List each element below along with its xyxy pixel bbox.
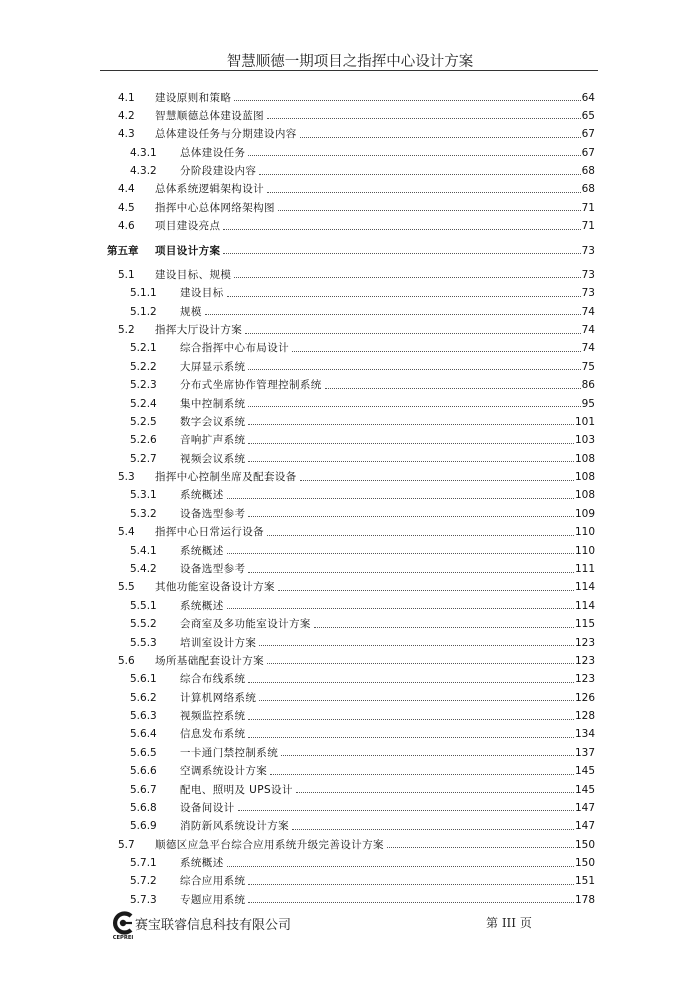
toc-entry[interactable] — [118, 648, 595, 666]
toc-entry-page: 74 — [581, 324, 595, 337]
toc-entry-title: 消防新风系统设计方案 — [180, 820, 289, 833]
toc-dot-leader — [248, 737, 574, 738]
toc-entry-number: 4.5 — [118, 201, 135, 214]
toc-entry-number: 5.1 — [118, 268, 135, 281]
toc-entry-number: 5.3 — [118, 471, 135, 484]
toc-entry-page: 123 — [574, 673, 595, 686]
toc-entry[interactable] — [130, 795, 595, 813]
toc-entry[interactable] — [118, 262, 595, 280]
toc-entry-number: 4.3.2 — [130, 165, 157, 178]
toc-entry-page: 101 — [574, 415, 595, 428]
toc-dot-leader — [387, 847, 574, 848]
toc-entry-number: 5.6.1 — [130, 673, 157, 686]
toc-entry-page: 147 — [574, 801, 595, 814]
toc-entry-title: 空调系统设计方案 — [180, 765, 268, 778]
toc-entry-page: 74 — [581, 305, 595, 318]
toc-entry-title: 建设目标 — [180, 287, 224, 300]
toc-entry-title: 配电、照明及 UPS设计 — [180, 783, 293, 796]
toc-entry-title: 综合应用系统 — [180, 875, 246, 888]
toc-entry-number: 5.5.2 — [130, 618, 157, 631]
toc-entry-title: 培训室设计方案 — [180, 636, 257, 649]
toc-entry-page: 86 — [581, 379, 595, 392]
toc-entry[interactable] — [130, 740, 595, 758]
toc-dot-leader — [248, 406, 580, 407]
toc-entry-page: 114 — [574, 599, 595, 612]
toc-entry-page: 111 — [574, 563, 595, 575]
toc-entry-title: 计算机网络系统 — [180, 691, 257, 704]
toc-dot-leader — [292, 829, 574, 830]
toc-entry-title: 其他功能室设备设计方案 — [155, 581, 275, 594]
toc-entry-number: 5.6.7 — [130, 783, 157, 796]
toc-dot-leader — [259, 645, 574, 646]
toc-entry[interactable] — [130, 373, 595, 391]
toc-entry-page: 150 — [574, 838, 595, 851]
toc-entry-page: 67 — [581, 128, 595, 141]
toc-dot-leader — [325, 388, 581, 389]
toc-entry-title: 建设目标、规模 — [155, 268, 232, 281]
toc-dot-leader — [227, 553, 574, 554]
toc-entry-number: 5.6.6 — [130, 765, 157, 778]
toc-dot-leader — [248, 719, 574, 720]
toc-entry-number: 5.5.1 — [130, 599, 157, 612]
toc-entry-page: 71 — [581, 201, 595, 214]
toc-entry-page: 145 — [574, 765, 595, 778]
toc-entry-title: 一卡通门禁控制系统 — [180, 746, 279, 759]
toc-entry-number: 5.1.2 — [130, 305, 157, 318]
toc-entry-page: 68 — [581, 165, 595, 178]
toc-entry[interactable] — [118, 122, 595, 140]
toc-entry[interactable] — [118, 318, 595, 336]
toc-entry-number: 5.7.1 — [130, 857, 157, 870]
toc-dot-leader — [267, 663, 574, 664]
toc-entry-number: 5.6.3 — [130, 710, 157, 723]
toc-entry-page: 108 — [574, 471, 595, 484]
toc-entry-title: 设备选型参考 — [180, 507, 246, 520]
toc-entry-title: 项目建设亮点 — [155, 220, 221, 233]
toc-entry-title: 指挥中心日常运行设备 — [155, 526, 264, 539]
toc-entry[interactable] — [130, 887, 595, 905]
toc-entry[interactable] — [130, 483, 595, 501]
toc-entry-title: 视频监控系统 — [180, 710, 246, 723]
toc-entry-number: 5.6.2 — [130, 691, 157, 704]
toc-entry[interactable] — [130, 759, 595, 777]
toc-entry-page: 75 — [581, 360, 595, 373]
toc-entry-title: 指挥中心总体网络架构图 — [155, 201, 275, 214]
toc-entry-number: 5.6.8 — [130, 801, 157, 814]
toc-entry-title: 总体系统逻辑架构设计 — [155, 183, 264, 196]
toc-dot-leader — [267, 535, 574, 536]
toc-entry[interactable] — [130, 140, 595, 158]
toc-entry-number: 5.4.1 — [130, 544, 157, 557]
toc-entry[interactable] — [130, 538, 595, 556]
toc-entry-title: 系统概述 — [180, 857, 224, 870]
toc-entry[interactable] — [130, 391, 595, 409]
toc-entry-page: 73 — [581, 244, 595, 257]
toc-entry-title: 系统概述 — [180, 599, 224, 612]
toc-entry-title: 音响扩声系统 — [180, 434, 246, 447]
toc-entry[interactable] — [130, 428, 595, 446]
toc-entry[interactable] — [130, 354, 595, 372]
toc-entry-page: 147 — [574, 820, 595, 833]
toc-entry-number: 5.2.2 — [130, 360, 157, 373]
toc-dot-leader — [270, 774, 574, 775]
page-header-title: 智慧顺德一期项目之指挥中心设计方案 — [226, 54, 474, 70]
toc-entry[interactable] — [130, 299, 595, 317]
toc-entry[interactable] — [118, 85, 595, 103]
toc-entry-number: 5.2.6 — [130, 434, 157, 447]
toc-entry[interactable] — [118, 465, 595, 483]
toc-entry-number: 5.6.9 — [130, 820, 157, 833]
toc-dot-leader — [238, 810, 574, 811]
toc-entry[interactable] — [130, 501, 595, 519]
toc-entry-page: 110 — [574, 544, 595, 557]
toc-entry-title: 规模 — [180, 305, 202, 318]
toc-entry-title: 综合布线系统 — [180, 673, 246, 686]
toc-entry[interactable] — [130, 281, 595, 299]
toc-entry-page: 95 — [581, 397, 595, 410]
toc-dot-leader — [248, 682, 574, 683]
toc-dot-leader — [278, 210, 581, 211]
toc-chapter-entry[interactable] — [107, 238, 595, 256]
toc-dot-leader — [248, 516, 574, 517]
toc-entry-page: 145 — [574, 783, 595, 796]
toc-entry-page: 178 — [574, 893, 595, 906]
toc-dot-leader — [227, 608, 574, 609]
toc-entry-number: 5.2.4 — [130, 397, 157, 410]
toc-entry-page: 126 — [574, 691, 595, 704]
toc-dot-leader — [205, 314, 581, 315]
toc-entry-number: 4.3 — [118, 128, 135, 141]
toc-dot-leader — [259, 174, 580, 175]
toc-entry-page: 71 — [581, 220, 595, 233]
toc-dot-leader — [278, 590, 574, 591]
footer-page-number: 第 III 页 — [486, 916, 532, 930]
toc-entry[interactable] — [130, 336, 595, 354]
toc-dot-leader — [227, 866, 574, 867]
toc-entry-page: 114 — [574, 581, 595, 594]
toc-entry-number: 5.4 — [118, 526, 135, 539]
toc-entry-page: 65 — [581, 109, 595, 122]
toc-entry-page: 108 — [574, 489, 595, 502]
toc-dot-leader — [300, 480, 574, 481]
toc-entry-number: 5.7.2 — [130, 875, 157, 888]
toc-entry[interactable] — [130, 814, 595, 832]
toc-entry-title: 项目设计方案 — [155, 244, 221, 257]
toc-entry-title: 会商室及多功能室设计方案 — [180, 618, 311, 631]
toc-entry[interactable] — [130, 704, 595, 722]
toc-entry-page: 73 — [581, 268, 595, 281]
toc-dot-leader — [248, 369, 580, 370]
toc-entry-number: 4.4 — [118, 183, 135, 196]
toc-dot-leader — [248, 155, 580, 156]
toc-entry-number: 4.3.1 — [130, 146, 157, 159]
toc-dot-leader — [248, 424, 574, 425]
toc-entry[interactable] — [130, 851, 595, 869]
toc-entry[interactable] — [130, 446, 595, 464]
toc-dot-leader — [281, 755, 574, 756]
toc-entry-title: 分阶段建设内容 — [180, 165, 257, 178]
toc-entry-number: 5.1.1 — [130, 287, 157, 300]
toc-entry-title: 智慧顺德总体建设蓝图 — [155, 109, 264, 122]
svg-text:CEPREI: CEPREI — [112, 935, 134, 940]
toc-entry-number: 5.6.5 — [130, 746, 157, 759]
toc-entry[interactable] — [130, 557, 595, 575]
toc-entry-title: 设备选型参考 — [180, 563, 246, 575]
toc-dot-leader — [248, 572, 574, 573]
toc-entry[interactable] — [130, 722, 595, 740]
toc-entry-title: 系统概述 — [180, 489, 224, 502]
toc-entry-number: 5.2.5 — [130, 415, 157, 428]
toc-entry-page: 123 — [574, 654, 595, 667]
toc-entry[interactable] — [130, 593, 595, 611]
toc-entry-title: 分布式坐席协作管理控制系统 — [180, 379, 322, 392]
toc-entry[interactable] — [118, 832, 595, 850]
toc-entry-title: 指挥中心控制坐席及配套设备 — [155, 471, 297, 484]
toc-entry-number: 5.2.1 — [130, 342, 157, 355]
toc-entry-number: 4.1 — [118, 91, 135, 104]
toc-dot-leader — [223, 229, 580, 230]
toc-entry[interactable] — [130, 685, 595, 703]
toc-dot-leader — [234, 277, 580, 278]
toc-dot-leader — [234, 100, 580, 101]
toc-entry[interactable] — [130, 612, 595, 630]
toc-dot-leader — [248, 443, 574, 444]
toc-entry-title: 数字会议系统 — [180, 415, 246, 428]
footer-company-name: 赛宝联睿信息科技有限公司 — [135, 918, 292, 933]
toc-entry-title: 建设原则和策略 — [155, 91, 232, 104]
toc-entry-title: 视频会议系统 — [180, 452, 246, 465]
toc-entry-number: 5.4.2 — [130, 563, 157, 575]
toc-entry[interactable] — [130, 667, 595, 685]
toc-entry-title: 总体建设任务 — [180, 146, 246, 159]
toc-entry[interactable] — [130, 409, 595, 427]
toc-dot-leader — [248, 902, 574, 903]
toc-entry-number: 5.2.7 — [130, 452, 157, 465]
toc-entry[interactable] — [130, 159, 595, 177]
toc-dot-leader — [292, 351, 581, 352]
toc-entry-title: 指挥大厅设计方案 — [155, 324, 243, 337]
toc-entry-number: 5.7.3 — [130, 893, 157, 906]
toc-entry-page: 68 — [581, 183, 595, 196]
toc-entry-number: 5.2.3 — [130, 379, 157, 392]
toc-entry-page: 103 — [574, 434, 595, 447]
toc-dot-leader — [227, 296, 581, 297]
toc-dot-leader — [227, 498, 574, 499]
toc-dot-leader — [248, 461, 574, 462]
toc-entry-title: 综合指挥中心布局设计 — [180, 342, 289, 355]
toc-entry-page: 73 — [581, 287, 595, 300]
toc-entry[interactable] — [118, 214, 595, 232]
toc-entry-page: 110 — [574, 526, 595, 539]
toc-entry-number: 5.3.1 — [130, 489, 157, 502]
toc-entry-number: 5.6.4 — [130, 728, 157, 741]
toc-entry-page: 115 — [574, 618, 595, 631]
toc-dot-leader — [248, 884, 574, 885]
toc-entry-page: 64 — [581, 91, 595, 104]
toc-entry-page: 137 — [574, 746, 595, 759]
toc-entry-number: 第五章 — [107, 244, 139, 257]
toc-entry-number: 5.7 — [118, 838, 135, 851]
toc-entry-number: 5.5 — [118, 581, 135, 594]
toc-entry-page: 128 — [574, 710, 595, 723]
toc-entry-page: 150 — [574, 857, 595, 870]
toc-entry-title: 设备间设计 — [180, 801, 235, 814]
toc-dot-leader — [314, 627, 574, 628]
toc-entry-page: 108 — [574, 452, 595, 465]
toc-entry-number: 5.5.3 — [130, 636, 157, 649]
toc-entry-page: 109 — [574, 507, 595, 520]
toc-entry-number: 5.3.2 — [130, 507, 157, 520]
toc-entry-title: 顺德区应急平台综合应用系统升级完善设计方案 — [155, 838, 384, 851]
toc-entry-page: 134 — [574, 728, 595, 741]
toc-entry-number: 4.2 — [118, 109, 135, 122]
toc-entry-page: 74 — [581, 342, 595, 355]
toc-entry-title: 场所基础配套设计方案 — [155, 654, 264, 667]
toc-entry[interactable] — [118, 520, 595, 538]
toc-entry[interactable] — [118, 103, 595, 121]
toc-dot-leader — [223, 253, 580, 254]
toc-entry[interactable] — [130, 777, 595, 795]
toc-entry[interactable] — [118, 195, 595, 213]
toc-entry[interactable] — [118, 575, 595, 593]
toc-dot-leader — [296, 792, 574, 793]
toc-entry[interactable] — [130, 630, 595, 648]
toc-entry-title: 系统概述 — [180, 544, 224, 557]
toc-dot-leader — [267, 118, 581, 119]
toc-entry-title: 专题应用系统 — [180, 893, 246, 906]
toc-entry-title: 总体建设任务与分期建设内容 — [155, 128, 297, 141]
toc-dot-leader — [245, 333, 580, 334]
toc-entry-page: 67 — [581, 146, 595, 159]
toc-dot-leader — [300, 137, 581, 138]
toc-entry-title: 集中控制系统 — [180, 397, 246, 410]
toc-dot-leader — [267, 192, 581, 193]
header-rule — [100, 70, 598, 71]
toc-entry[interactable] — [118, 177, 595, 195]
toc-entry-page: 123 — [574, 636, 595, 649]
toc-entry-number: 5.6 — [118, 654, 135, 667]
toc-entry-number: 5.2 — [118, 324, 135, 337]
toc-entry-number: 4.6 — [118, 220, 135, 233]
toc-entry[interactable] — [130, 869, 595, 887]
toc-entry-title: 信息发布系统 — [180, 728, 246, 741]
toc-dot-leader — [259, 700, 574, 701]
toc-entry-page: 151 — [574, 875, 595, 888]
toc-entry-title: 大屏显示系统 — [180, 360, 246, 373]
company-logo-icon — [110, 910, 136, 940]
